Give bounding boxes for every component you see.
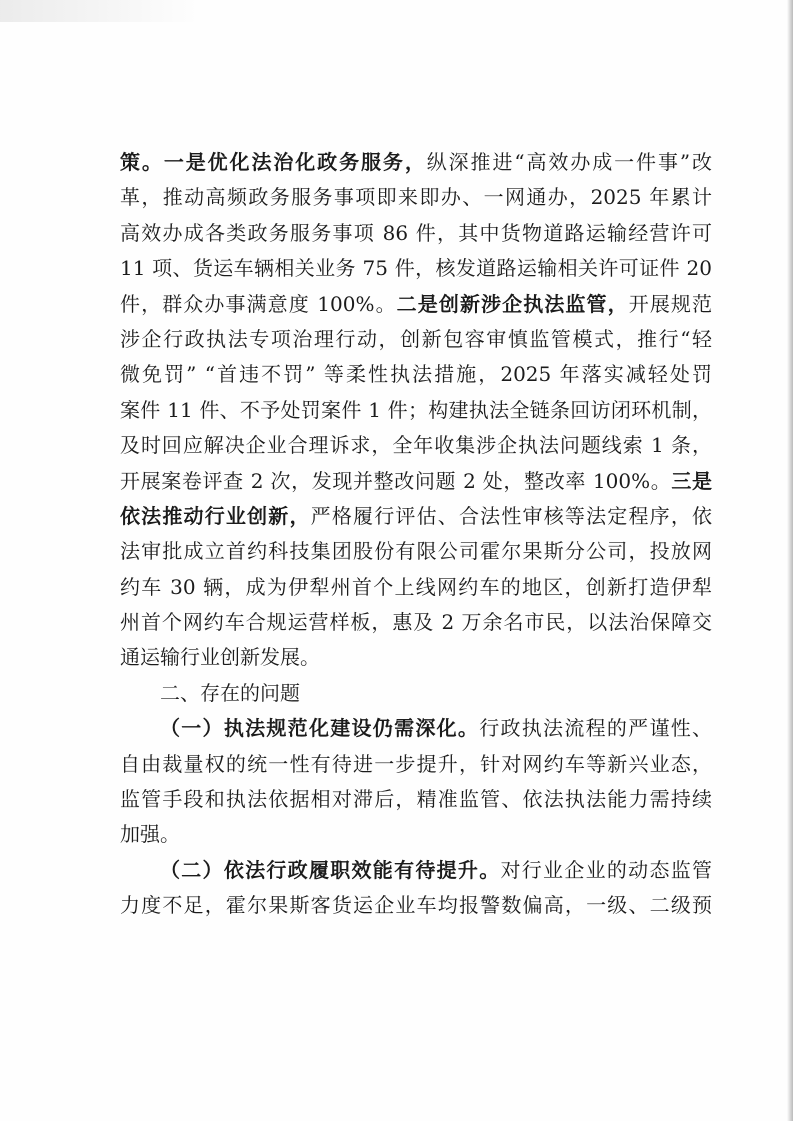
paragraph-line: 微免罚” “首违不罚” 等柔性执法措施，2025 年落实减轻处罚 — [120, 362, 712, 387]
paragraph-line — [120, 287, 712, 322]
bold-phrase: （一）执法规范化建设仍需深化。 — [160, 716, 480, 741]
paragraph-line: 监管手段和执法依据相对滞后，精准监管、依法执法能力需持续 — [120, 787, 712, 812]
paragraph-line: 加强。 — [120, 822, 180, 847]
document-body — [120, 145, 712, 924]
paragraph-line: 涉企行政执法专项治理行动，创新包容审慎监管模式，推行“轻 — [120, 326, 712, 351]
text-run: 纵深推进“高效办成一件事”改 — [426, 150, 712, 174]
paragraph-line: 自由裁量权的统一性有待进一步提升，针对网约车等新兴业态， — [120, 751, 712, 776]
paragraph-line: 11 项、货运车辆相关业务 75 件，核发道路运输相关许可证件 20 — [120, 256, 712, 281]
page-edge-shadow — [787, 0, 793, 1121]
text-run: 对行业企业的动态监管 — [500, 857, 712, 882]
text-run: 开展案卷评查 2 次，发现并整改问题 2 处，整改率 100%。 — [120, 468, 672, 493]
bold-phrase: 依法推动行业创新， — [120, 503, 311, 528]
paragraph-line: 及时回应解决企业合理诉求，全年收集涉企执法问题线索 1 条， — [120, 433, 712, 458]
text-run: 行政执法流程的严谨性、 — [479, 716, 712, 741]
text-run: 件，群众办事满意度 100%。 — [120, 291, 397, 316]
paragraph-line — [120, 499, 712, 534]
paragraph-line — [120, 711, 712, 746]
paragraph-line: 约车 30 辆，成为伊犁州首个上线网约车的地区，创新打造伊犁 — [120, 574, 712, 599]
text-run: 开展规范 — [628, 291, 712, 316]
scan-artifact — [0, 0, 200, 22]
paragraph-line: 州首个网约车合规运营样板，惠及 2 万余名市民，以法治保障交 — [120, 610, 712, 635]
bold-phrase: 三是 — [671, 468, 712, 493]
paragraph-line: 通运输行业创新发展。 — [120, 645, 320, 670]
paragraph-line — [120, 464, 712, 499]
paragraph-line: 力度不足，霍尔果斯客货运企业车均报警数偏高，一级、二级预 — [120, 893, 712, 918]
section-heading: 二、存在的问题 — [160, 680, 300, 705]
bold-phrase: 二是创新涉企执法监管， — [396, 291, 629, 316]
bold-phrase: （二）依法行政履职效能有待提升。 — [160, 857, 501, 882]
paragraph-line: 革，推动高频政务服务事项即来即办、一网通办，2025 年累计 — [120, 185, 712, 210]
paragraph-line: 高效办成各类政务服务事项 86 件，其中货物道路运输经营许可 — [120, 220, 712, 245]
paragraph-line: 法审批成立首约科技集团股份有限公司霍尔果斯分公司，投放网 — [120, 539, 712, 564]
text-run: 严格履行评估、合法性审核等法定程序，依 — [310, 503, 712, 528]
paragraph-line: 案件 11 件、不予处罚案件 1 件；构建执法全链条回访闭环机制， — [120, 397, 712, 422]
paragraph-line — [120, 853, 712, 888]
bold-phrase: 策。一是优化法治化政务服务， — [120, 150, 427, 174]
paragraph-line — [120, 145, 712, 180]
